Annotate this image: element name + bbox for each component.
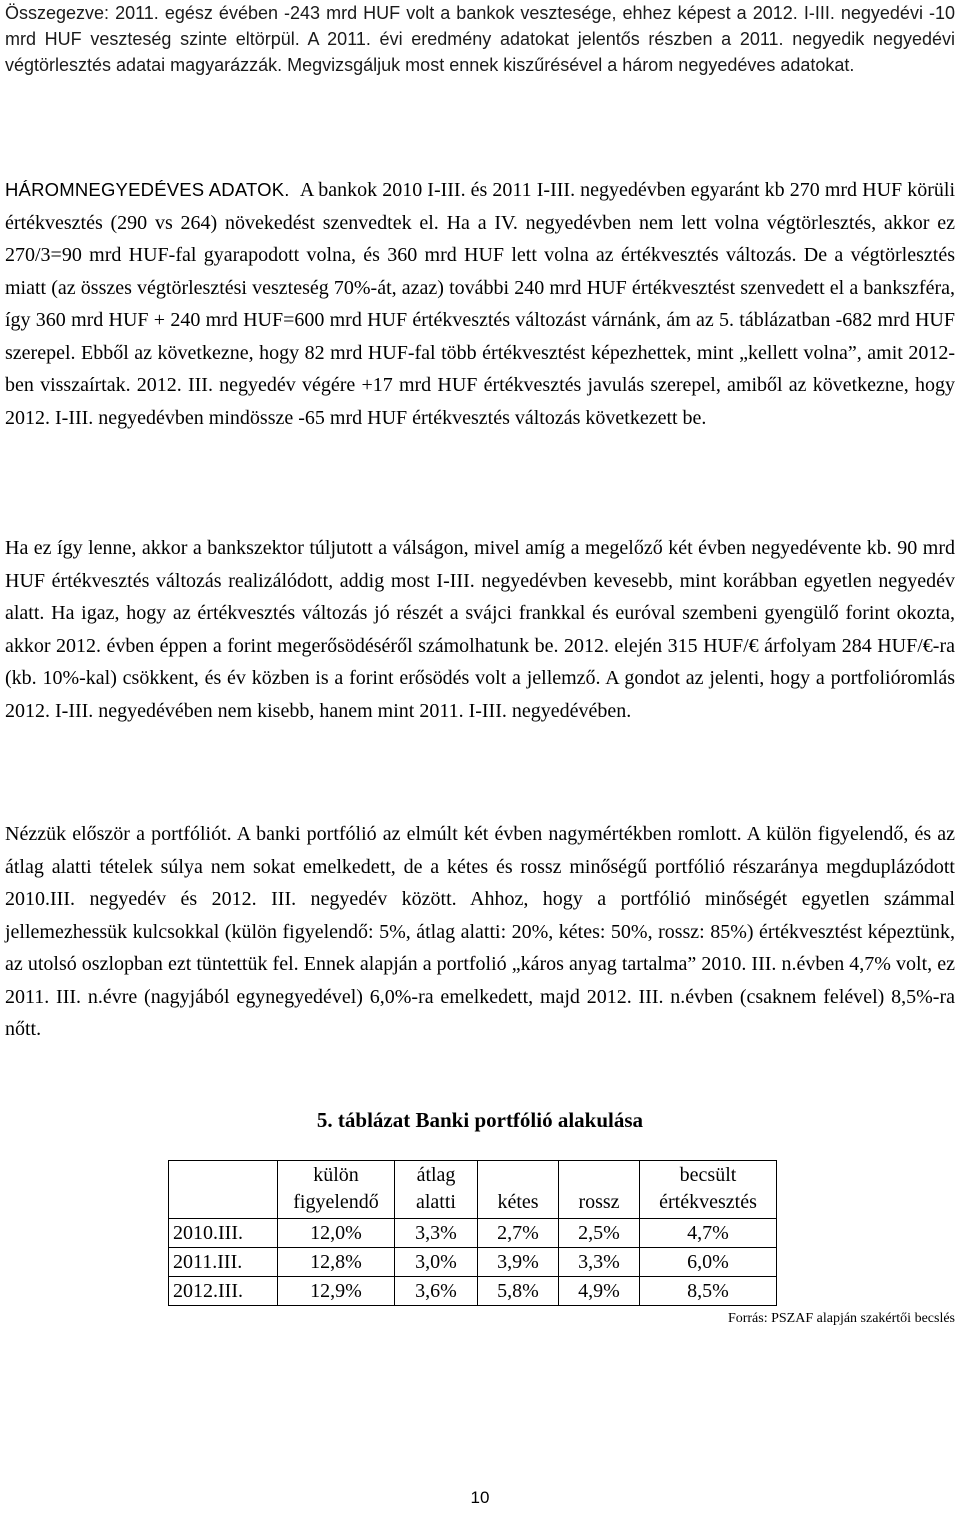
- table-cell: 3,3%: [559, 1248, 640, 1277]
- portfolio-paragraph: Nézzük először a portfóliót. A banki portfólió az elmúlt két évben nagymértékben romlott. A külön figyelendő, és az átlag alatti tételek súlya nem sokat emelkedett, de a kétes és rossz minőségű portfólió részaránya megduplázódott 2010.III. negyedév és 2012. III. negyedév között. Ahhoz, hogy a portfólió minőségét egyetlen számmal jellemezhessük kulcsokkal (külön figyelendő: 5%, átlag alatti: 20%, kétes: 50%, rossz: 85%) értékvesztést képeztünk, az utolsó oszlopban ezt tüntettük fel. Ennek alapján a portfolió „káros anyag tartalma” 2010. III. n.évben 4,7% volt, ez 2011. III. n.évre (nagyjából egynegyedével) 6,0%-ra emelkedett, majd 2012. III. n.évben (csaknem felével) 8,5%-ra nőtt.: [5, 823, 955, 1040]
- page-number: 10: [470, 1488, 490, 1507]
- table-cell: 2,7%: [478, 1219, 559, 1248]
- table-cell: 8,5%: [640, 1277, 777, 1306]
- table-cell: 2011.III.: [169, 1248, 278, 1277]
- table-cell: 4,9%: [559, 1277, 640, 1306]
- table-cell: 12,8%: [278, 1248, 395, 1277]
- table-header-row: [169, 1161, 777, 1219]
- table-cell: 3,3%: [395, 1219, 478, 1248]
- table-row: [169, 1219, 777, 1248]
- table-cell: 12,0%: [278, 1219, 395, 1248]
- table-caption: 5. táblázat Banki portfólió alakulása: [316, 1108, 644, 1132]
- table-header-cell: rossz: [559, 1161, 640, 1219]
- three-quarter-data-text: A bankok 2010 I-III. és 2011 I-III. negyedévben egyaránt kb 270 mrd HUF körüli értékvesztés (290 vs 264) növekedést szenvedtek el. Ha a IV. negyedévben nem lett volna végtörlesztés, akkor ez 270/3=90 mrd HUF-fal gyarapodott volna, és 360 mrd HUF lett volna az értékvesztés változás. De a végtörlesztés miatt (az összes végtörlesztési veszteség 70%-át, azaz) további 240 mrd HUF értékvesztést szenvedett el a bankszféra, így 360 mrd HUF + 240 mrd HUF=600 mrd HUF értékvesztés változást várnánk, ám az 5. táblázatban -682 mrd HUF szerepel. Ebből az következne, hogy 82 mrd HUF-fal több értékvesztést képezhettek, mint „kellett volna”, amit 2012-ben visszaírtak. 2012. III. negyedév végére +17 mrd HUF értékvesztés javulás szerepel, amiből az következne, hogy 2012. I-III. negyedévben mindössze -65 mrd HUF értékvesztés változás következett be.: [5, 179, 955, 429]
- crisis-paragraph: Ha ez így lenne, akkor a bankszektor túljutott a válságon, mivel amíg a megelőző két évben negyedévente kb. 90 mrd HUF értékvesztés változás realizálódott, addig most I-III. negyedévben kevesebb, mint korábban egyetlen negyedév alatt. Ha igaz, hogy az értékvesztés változás jó részét a svájci frankkal és euróval szembeni gyengülő forint okozta, akkor 2012. évben éppen a forint megerősödéséről számolhatunk be. 2012. elején 315 HUF/€ árfolyam 284 HUF/€-ra (kb. 10%-kal) csökkent, és év közben is a forint erősödés volt a jellemző. A gondot az jelenti, hogy a portfolióromlás 2012. I-III. negyedévében nem kisebb, hanem mint 2011. I-III. negyedévében.: [5, 537, 955, 722]
- table-cell: 3,6%: [395, 1277, 478, 1306]
- table-row: [169, 1248, 777, 1277]
- summary-paragraph: Összegezve: 2011. egész évében -243 mrd HUF volt a bankok vesztesége, ehhez képest a 2012. I-III. negyedévi -10 mrd HUF veszteség szinte eltörpül. A 2011. évi eredmény adatokat jelentős részben a 2011. negyedik negyedévi végtörlesztés adatai magyarázzák. Megvizsgáljuk most ennek kiszűrésével a három negyedéves adatokat.: [5, 3, 955, 75]
- table-cell: 2012.III.: [169, 1277, 278, 1306]
- table-cell: 2,5%: [559, 1219, 640, 1248]
- table-cell: 2010.III.: [169, 1219, 278, 1248]
- table-cell: 4,7%: [640, 1219, 777, 1248]
- table-header-cell: [169, 1161, 278, 1219]
- table-row: [169, 1277, 777, 1306]
- table-source-note: Forrás: PSZAF alapján szakértői becslés: [727, 1311, 955, 1326]
- table-cell: 12,9%: [278, 1277, 395, 1306]
- portfolio-table: [168, 1160, 777, 1306]
- table-header-cell: külön figyelendő: [278, 1161, 395, 1219]
- table-header-cell: kétes: [478, 1161, 559, 1219]
- table-cell: 3,0%: [395, 1248, 478, 1277]
- table-cell: 3,9%: [478, 1248, 559, 1277]
- table-header-cell: átlag alatti: [395, 1161, 478, 1219]
- table-header-cell: becsült értékvesztés: [640, 1161, 777, 1219]
- table-cell: 5,8%: [478, 1277, 559, 1306]
- three-quarter-data-paragraph: [5, 174, 955, 434]
- table-cell: 6,0%: [640, 1248, 777, 1277]
- section-heading: HÁROMNEGYEDÉVES ADATOK.: [5, 179, 290, 200]
